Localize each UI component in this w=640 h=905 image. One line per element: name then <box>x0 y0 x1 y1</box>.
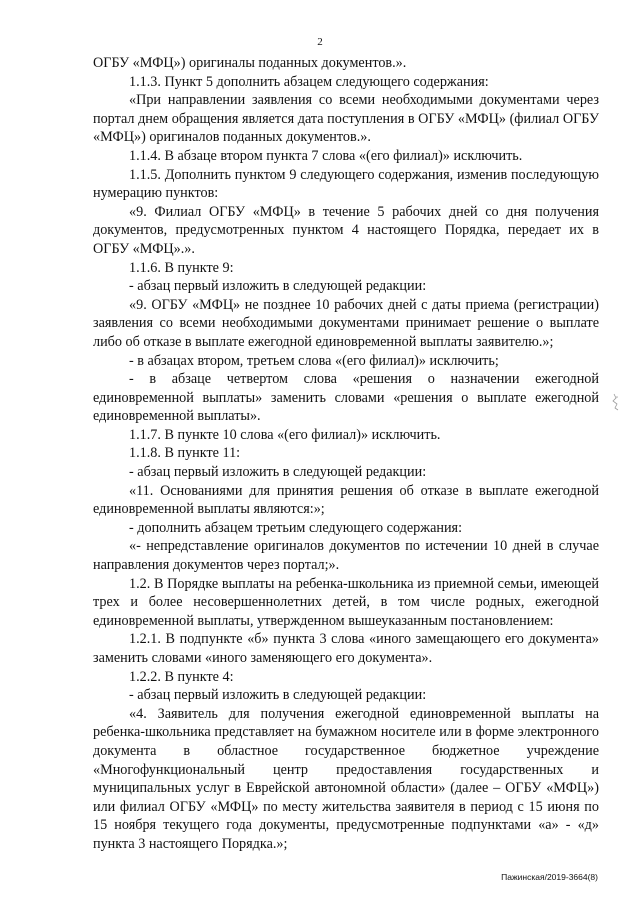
paragraph: 1.1.5. Дополнить пунктом 9 следующего содержания, изменив последующую нумерацию пунктов: <box>93 166 599 202</box>
scan-mark <box>611 392 621 412</box>
page-number: 2 <box>317 36 323 48</box>
paragraph: - дополнить абзацем третьим следующего содержания: <box>129 519 463 536</box>
paragraph: - абзац первый изложить в следующей редакции: <box>129 687 427 704</box>
paragraph: «4. Заявитель для получения ежегодной единовременной выплаты на ребенка-школьника представляет на бумажном носителе или в форме электронного документа в областное государственное бюджетное учреждение «Многофункциональный центр предоставления государственных и муниципальных услуг в Еврейской автономной области» (далее – ОГБУ «МФЦ») или филиал ОГБУ «МФЦ» по месту жительства заявителя в период с 15 июня по 15 ноября текущего года документы, предусмотренные подпунктами «а» - «д» пункта 3 настоящего Порядка.»; <box>93 705 599 852</box>
paragraph: 1.1.4. В абзаце втором пункта 7 слова «(его филиал)» исключить. <box>129 147 523 164</box>
paragraph: 1.1.8. В пункте 11: <box>129 445 241 462</box>
paragraph: «9. ОГБУ «МФЦ» не позднее 10 рабочих дней с даты приема (регистрации) заявления со всеми необходимыми документами принимает решение о выплате либо об отказе в выплате ежегодной единовременной выплаты заявителю.»; <box>93 296 599 350</box>
paragraph: 1.2.1. В подпункте «б» пункта 3 слова «иного замещающего его документа» заменить словами «иного заменяющего его документа». <box>93 631 599 666</box>
paragraph: - абзац первый изложить в следующей редакции: <box>129 278 427 295</box>
paragraph: 1.1.7. В пункте 10 слова «(его филиал)» исключить. <box>129 426 441 443</box>
paragraph: «11. Основаниями для принятия решения об отказе в выплате ежегодной единовременной выплаты являются:»; <box>93 482 599 518</box>
paragraph: «9. Филиал ОГБУ «МФЦ» в течение 5 рабочих дней со дня получения документов, предусмотренных пунктом 4 настоящего Порядка, передает их в ОГБУ «МФЦ».». <box>93 203 599 257</box>
paragraph: 1.2.2. В пункте 4: <box>129 668 234 685</box>
paragraph: - абзац первый изложить в следующей редакции: <box>129 464 427 481</box>
paragraph: 1.1.6. В пункте 9: <box>129 259 234 276</box>
paragraph: 1.1.3. Пункт 5 дополнить абзацем следующего содержания: <box>129 73 489 90</box>
paragraph: «- непредставление оригиналов документов по истечении 10 дней в случае направления документов через портал;». <box>93 538 599 574</box>
document-footer-code: Пажинская/2019-3664(8) <box>501 872 598 882</box>
paragraph: «При направлении заявления со всеми необходимыми документами через портал днем обращения является дата поступления в ОГБУ «МФЦ» (филиал ОГБУ «МФЦ») оригиналов поданных документов.». <box>93 92 599 146</box>
paragraph: 1.2. В Порядке выплаты на ребенка-школьника из приемной семьи, имеющей трех и более несовершеннолетних детей, в том числе родных, ежегодной единовременной выплаты, утвержденном вышеуказанным постановлением: <box>93 575 599 629</box>
paragraph: ОГБУ «МФЦ») оригиналы поданных документов.». <box>93 55 407 71</box>
paragraph: - в абзацах втором, третьем слова «(его филиал)» исключить; <box>129 352 499 369</box>
document-body <box>93 54 599 854</box>
paragraph: - в абзаце четвертом слова «решения о назначении ежегодной единовременной выплаты» заменить словами «решения о выплате ежегодной единовременной выплаты». <box>93 371 599 425</box>
